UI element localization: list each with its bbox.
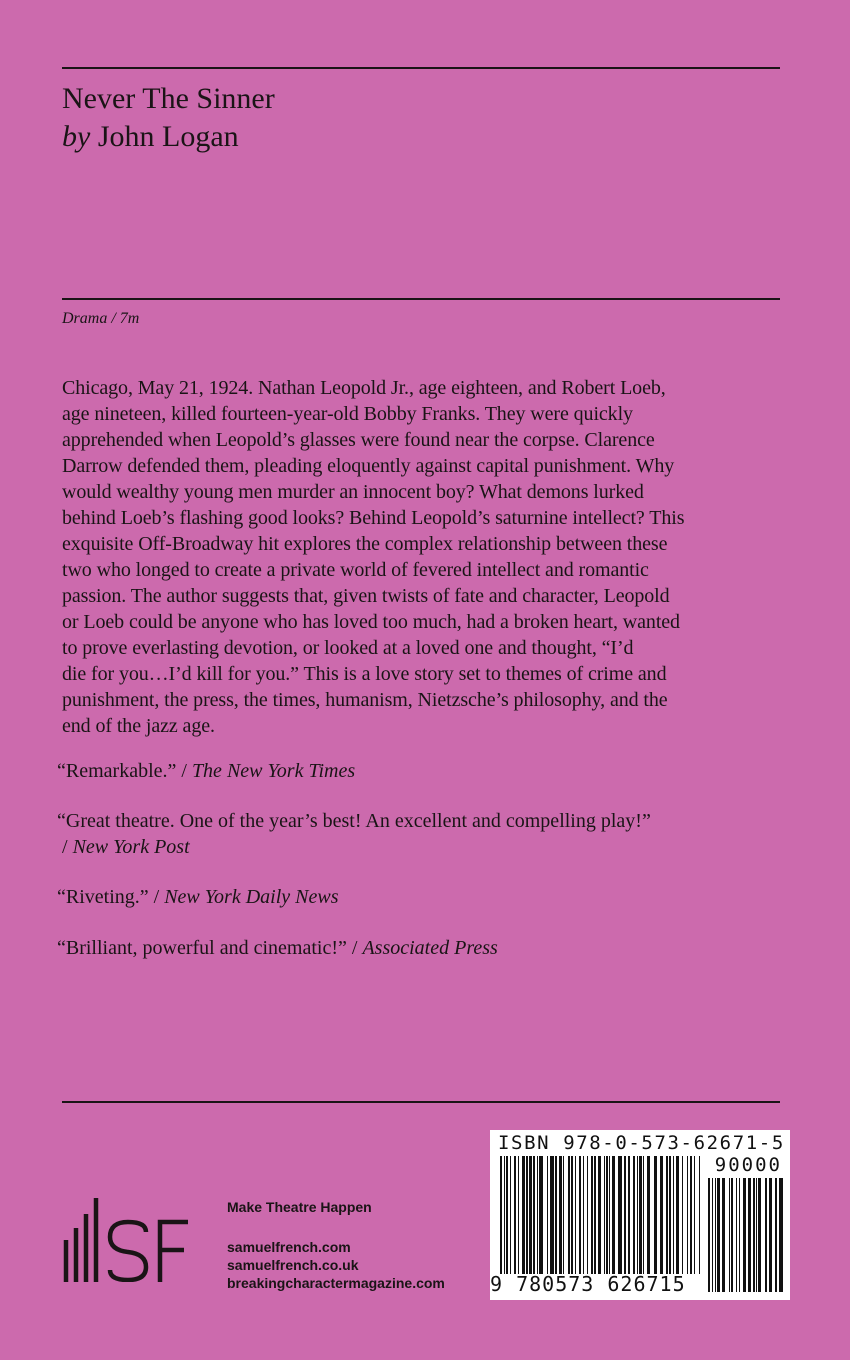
synopsis-line: die for you…I’d kill for you.” This is a love story set to themes of crime and [62, 663, 667, 685]
genre-divider [62, 298, 780, 300]
isbn-label: ISBN 978-0-573-62671-5 [498, 1132, 785, 1154]
quote-separator: / [62, 836, 73, 858]
book-title: Never The Sinner [62, 82, 275, 115]
quote-text: “Remarkable.” / [57, 760, 192, 782]
synopsis-line: age nineteen, killed fourteen-year-old Bobby Franks. They were quickly [62, 403, 633, 425]
review-quote-source-line [62, 834, 190, 860]
website-link[interactable]: samuelfrench.co.uk [227, 1257, 359, 1273]
barcode-bars [500, 1156, 700, 1274]
synopsis-line: passion. The author suggests that, given twists of fate and character, Leopold [62, 585, 670, 607]
publisher-websites [227, 1238, 445, 1292]
genre-label: Drama / 7m [62, 310, 140, 327]
barcode-digits: 9 780573 626715 [490, 1272, 686, 1296]
synopsis-line: would wealthy young men murder an innocent boy? What demons lurked [62, 481, 644, 503]
review-quote [57, 758, 355, 784]
synopsis-line: or Loeb could be anyone who has loved too much, had a broken heart, wanted [62, 611, 680, 633]
quote-source: New York Post [72, 836, 190, 858]
synopsis-line: two who longed to create a private world of fevered intellect and romantic [62, 559, 649, 581]
author-name: John Logan [97, 120, 239, 153]
review-quote [57, 808, 651, 834]
price-code: 90000 [714, 1154, 782, 1176]
publisher-tagline: Make Theatre Happen [227, 1199, 372, 1215]
barcode-addon-bars [708, 1178, 784, 1292]
synopsis-line: punishment, the press, the times, humanism, Nietzsche’s philosophy, and the [62, 689, 668, 711]
synopsis-line: Chicago, May 21, 1924. Nathan Leopold Jr., age eighteen, and Robert Loeb, [62, 377, 666, 399]
synopsis-line: end of the jazz age. [62, 715, 215, 737]
samuel-french-logo [62, 1192, 192, 1282]
synopsis-line: behind Loeb’s flashing good looks? Behind Leopold’s saturnine intellect? This [62, 507, 685, 529]
review-quote [57, 935, 498, 961]
quote-source: New York Daily News [164, 886, 339, 908]
isbn-barcode [490, 1130, 790, 1300]
quote-text: “Riveting.” / [57, 886, 165, 908]
quote-source: The New York Times [191, 760, 356, 782]
top-divider [62, 67, 780, 69]
website-link[interactable]: samuelfrench.com [227, 1239, 351, 1255]
quote-source: Associated Press [362, 937, 498, 959]
bottom-divider [62, 1101, 780, 1103]
synopsis-line: Darrow defended them, pleading eloquently against capital punishment. Why [62, 455, 675, 477]
synopsis [62, 375, 788, 739]
synopsis-line: to prove everlasting devotion, or looked at a loved one and thought, “I’d [62, 637, 634, 659]
review-quote [57, 884, 338, 910]
book-byline [62, 118, 239, 156]
quote-text: “Great theatre. One of the year’s best! An excellent and compelling play!” [57, 810, 651, 832]
website-link[interactable]: breakingcharactermagazine.com [227, 1275, 445, 1291]
by-label: by [62, 120, 91, 153]
synopsis-line: apprehended when Leopold’s glasses were found near the corpse. Clarence [62, 429, 655, 451]
quote-text: “Brilliant, powerful and cinematic!” / [57, 937, 363, 959]
synopsis-line: exquisite Off-Broadway hit explores the complex relationship between these [62, 533, 668, 555]
